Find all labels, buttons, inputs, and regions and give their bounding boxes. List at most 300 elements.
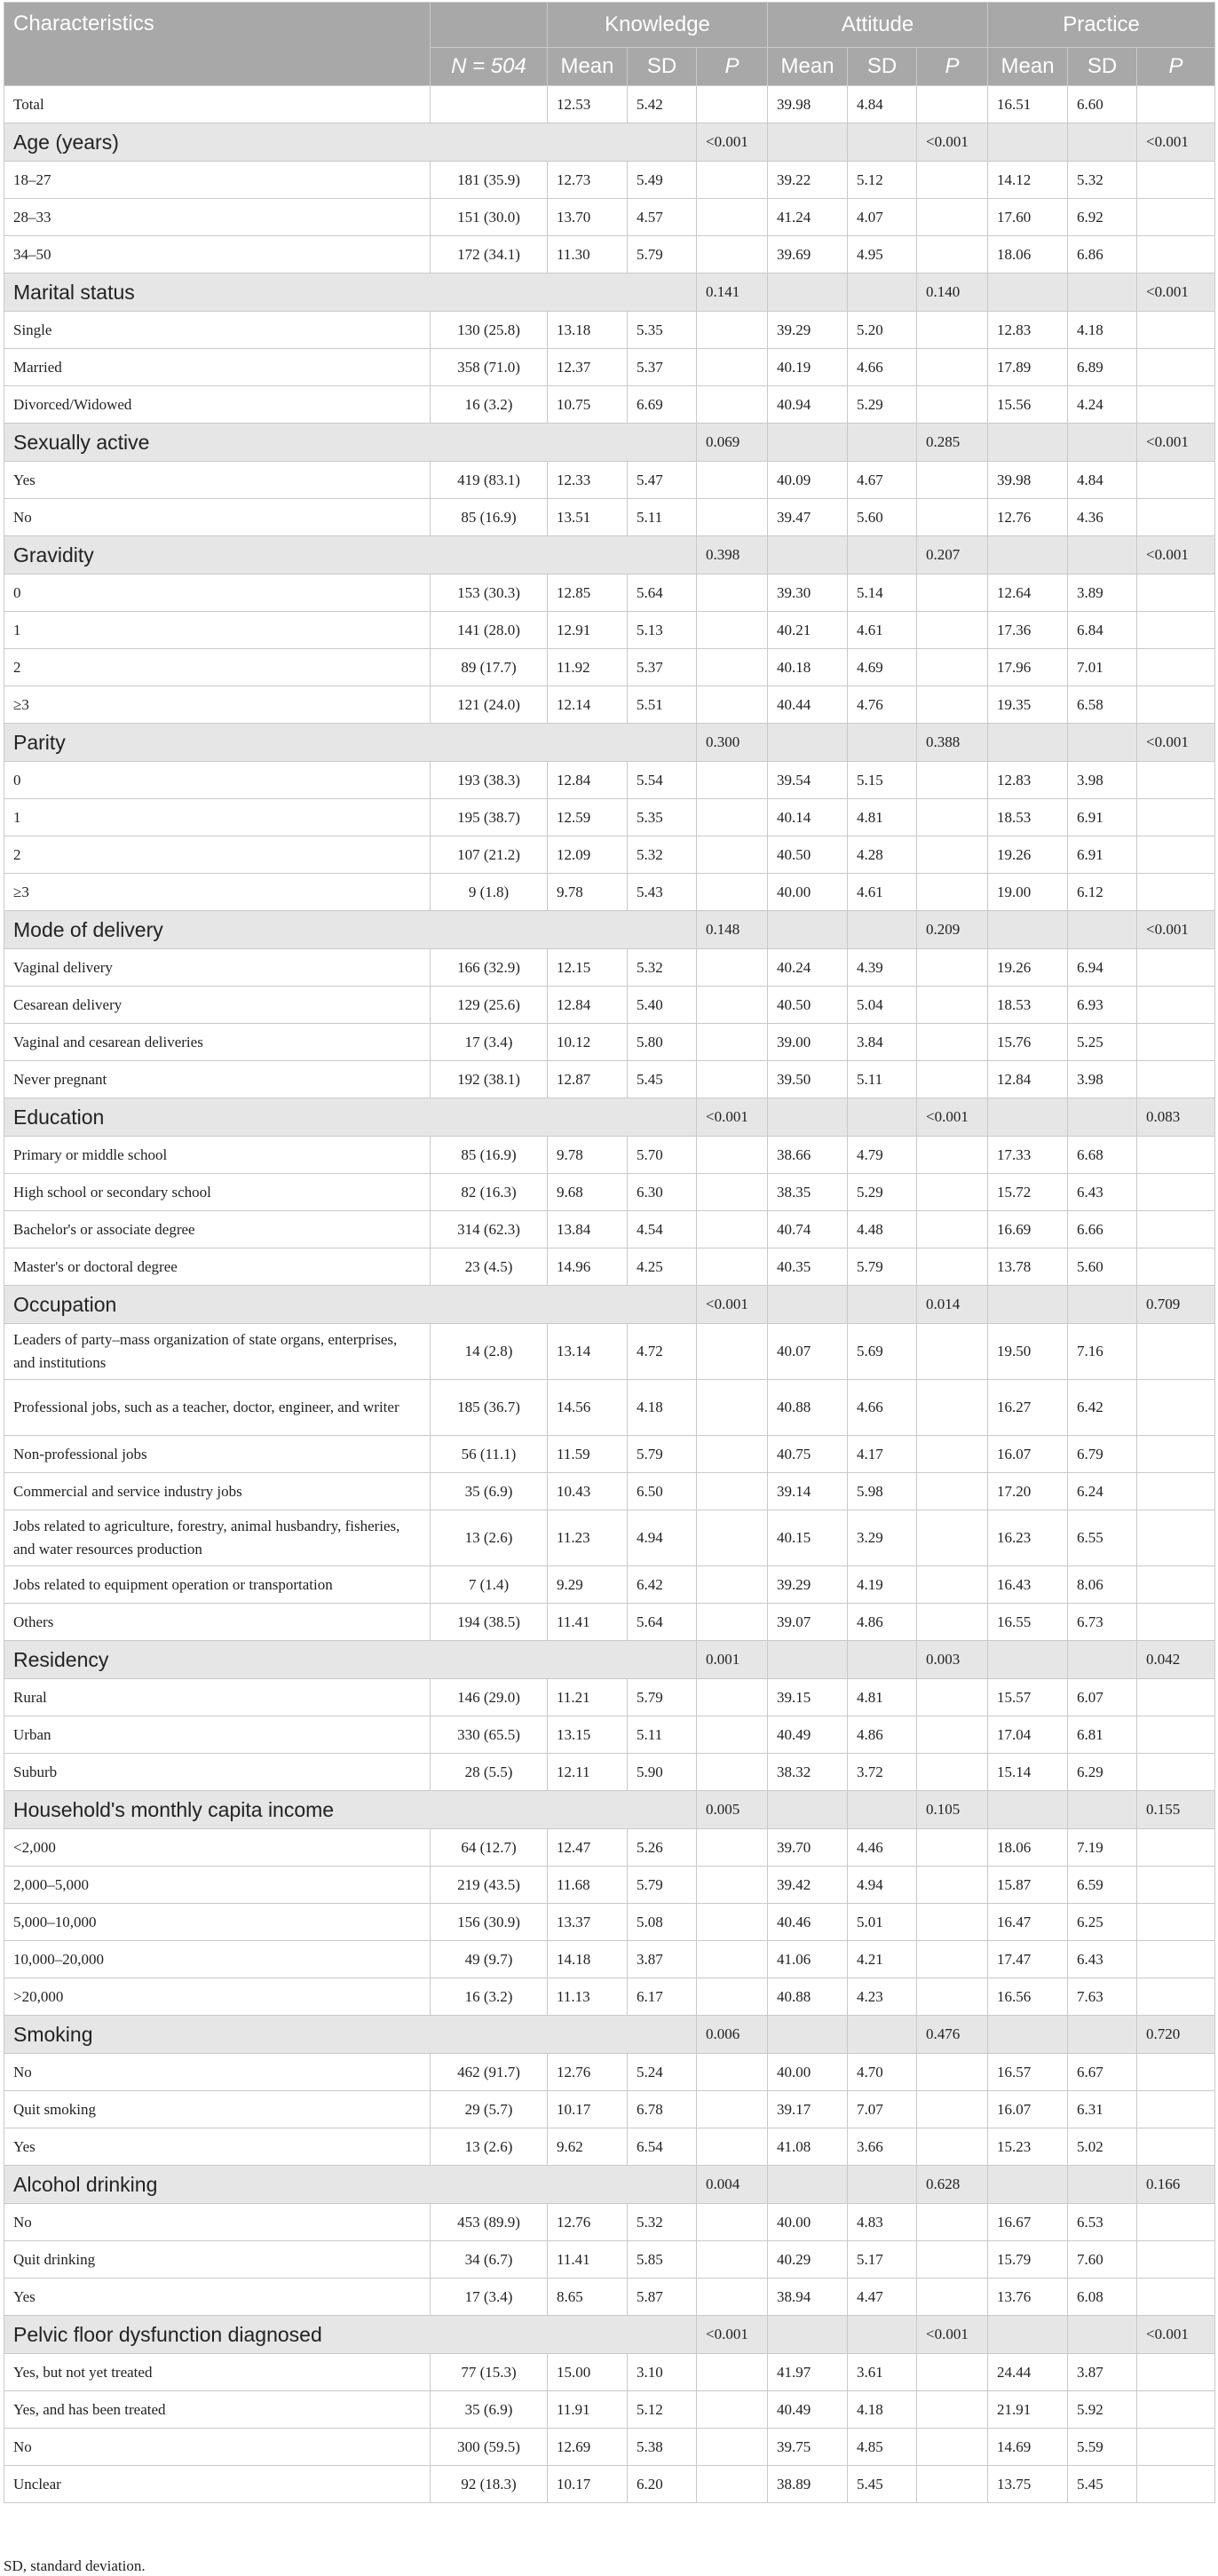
- cell-n: 92 (18.3): [431, 2466, 548, 2503]
- cell-attitude-p: [917, 987, 988, 1024]
- cell-knowledge-sd: 4.72: [628, 1324, 697, 1380]
- section-attitude-p: 0.014: [917, 1286, 988, 1324]
- cell-attitude-mean: 40.24: [768, 949, 848, 987]
- cell-knowledge-p: [697, 2354, 768, 2391]
- row-label: Vaginal and cesarean deliveries: [4, 1024, 431, 1061]
- cell-attitude-sd: 5.29: [848, 386, 917, 424]
- section-label: Smoking: [4, 2016, 697, 2054]
- cell-knowledge-p: [697, 1510, 768, 1566]
- cell-n: 107 (21.2): [431, 836, 548, 874]
- cell-knowledge-mean: 14.96: [548, 1248, 628, 1286]
- section-practice-p: 0.709: [1137, 1286, 1215, 1324]
- section-label: Pelvic floor dysfunction diagnosed: [4, 2316, 697, 2354]
- cell-practice-mean: 12.83: [988, 312, 1068, 349]
- header-practice-sd: SD: [1068, 48, 1137, 86]
- cell-practice-p: [1137, 836, 1215, 874]
- row-label: Professional jobs, such as a teacher, doctor, engineer, and writer: [4, 1380, 431, 1436]
- header-attitude-mean: Mean: [768, 48, 848, 86]
- cell-knowledge-sd: 5.37: [628, 349, 697, 386]
- cell-attitude-p: [917, 462, 988, 499]
- row-label: >20,000: [4, 1978, 431, 2016]
- table-row: [4, 2354, 1215, 2391]
- cell-n: 49 (9.7): [431, 1941, 548, 1978]
- cell-attitude-p: [917, 1510, 988, 1566]
- table-row: [4, 649, 1215, 686]
- section-empty-cell: [988, 1098, 1068, 1137]
- section-practice-p: 0.720: [1137, 2016, 1215, 2054]
- cell-knowledge-p: [697, 2391, 768, 2429]
- cell-knowledge-sd: 3.87: [628, 1941, 697, 1978]
- cell-attitude-p: [917, 1061, 988, 1098]
- section-attitude-p: 0.209: [917, 911, 988, 949]
- table-row: [4, 2429, 1215, 2466]
- cell-practice-mean: 19.26: [988, 836, 1068, 874]
- table-row: [4, 2128, 1215, 2166]
- section-label: Household's monthly capita income: [4, 1791, 697, 1829]
- section-attitude-p: 0.105: [917, 1791, 988, 1829]
- cell-practice-mean: 16.07: [988, 2091, 1068, 2128]
- cell-knowledge-sd: 5.37: [628, 649, 697, 686]
- cell-attitude-sd: 4.95: [848, 236, 917, 273]
- cell-attitude-p: [917, 799, 988, 836]
- section-row: [4, 536, 1215, 575]
- cell-knowledge-p: [697, 1324, 768, 1380]
- section-empty-cell: [768, 424, 848, 462]
- cell-attitude-mean: 40.00: [768, 874, 848, 911]
- table-row: [4, 2054, 1215, 2091]
- table-row: [4, 1867, 1215, 1904]
- cell-practice-sd: 6.93: [1068, 987, 1137, 1024]
- cell-n: 172 (34.1): [431, 236, 548, 273]
- cell-practice-mean: 16.51: [988, 86, 1068, 123]
- cell-knowledge-p: [697, 1061, 768, 1098]
- row-label: Primary or middle school: [4, 1137, 431, 1174]
- cell-attitude-p: [917, 575, 988, 612]
- cell-attitude-sd: 5.15: [848, 762, 917, 799]
- cell-practice-sd: 6.29: [1068, 1754, 1137, 1791]
- section-attitude-p: 0.285: [917, 424, 988, 462]
- cell-practice-p: [1137, 1211, 1215, 1248]
- cell-practice-p: [1137, 349, 1215, 386]
- cell-attitude-p: [917, 612, 988, 649]
- cell-attitude-p: [917, 1566, 988, 1604]
- cell-attitude-mean: 38.32: [768, 1754, 848, 1791]
- cell-attitude-p: [917, 1978, 988, 2016]
- section-empty-cell: [1068, 1098, 1137, 1137]
- cell-practice-p: [1137, 575, 1215, 612]
- cell-knowledge-sd: 6.50: [628, 1473, 697, 1510]
- section-empty-cell: [1068, 911, 1137, 949]
- cell-knowledge-p: [697, 1716, 768, 1754]
- section-empty-cell: [988, 1286, 1068, 1324]
- section-knowledge-p: 0.300: [697, 724, 768, 762]
- header-n: N = 504: [431, 48, 548, 86]
- cell-knowledge-mean: 12.59: [548, 799, 628, 836]
- table-row: [4, 949, 1215, 987]
- cell-knowledge-p: [697, 386, 768, 424]
- cell-practice-mean: 16.27: [988, 1380, 1068, 1436]
- cell-knowledge-sd: 5.87: [628, 2279, 697, 2316]
- row-label: 18–27: [4, 162, 431, 199]
- cell-knowledge-sd: 6.42: [628, 1566, 697, 1604]
- cell-practice-sd: 6.43: [1068, 1174, 1137, 1211]
- section-knowledge-p: 0.069: [697, 424, 768, 462]
- cell-practice-p: [1137, 2204, 1215, 2241]
- cell-knowledge-mean: 9.29: [548, 1566, 628, 1604]
- cell-practice-p: [1137, 2391, 1215, 2429]
- section-knowledge-p: 0.148: [697, 911, 768, 949]
- cell-practice-mean: 16.23: [988, 1510, 1068, 1566]
- cell-knowledge-mean: 15.00: [548, 2354, 628, 2391]
- cell-practice-sd: 6.67: [1068, 2054, 1137, 2091]
- section-label: Parity: [4, 724, 697, 762]
- table-row: [4, 1754, 1215, 1791]
- cell-practice-p: [1137, 1248, 1215, 1286]
- row-label: Married: [4, 349, 431, 386]
- row-label: Others: [4, 1604, 431, 1641]
- cell-practice-sd: 8.06: [1068, 1566, 1137, 1604]
- cell-practice-sd: 6.94: [1068, 949, 1137, 987]
- cell-n: 153 (30.3): [431, 575, 548, 612]
- cell-n: 146 (29.0): [431, 1679, 548, 1716]
- cell-knowledge-mean: 8.65: [548, 2279, 628, 2316]
- cell-attitude-mean: 39.98: [768, 86, 848, 123]
- cell-attitude-mean: 39.00: [768, 1024, 848, 1061]
- row-label: 1: [4, 612, 431, 649]
- cell-knowledge-sd: 6.30: [628, 1174, 697, 1211]
- cell-practice-sd: 6.66: [1068, 1211, 1137, 1248]
- cell-practice-sd: 3.98: [1068, 762, 1137, 799]
- cell-knowledge-sd: 5.64: [628, 575, 697, 612]
- cell-attitude-p: [917, 2091, 988, 2128]
- cell-practice-p: [1137, 1941, 1215, 1978]
- table-row: [4, 86, 1215, 123]
- cell-attitude-sd: 4.70: [848, 2054, 917, 2091]
- cell-attitude-mean: 41.08: [768, 2128, 848, 2166]
- cell-knowledge-p: [697, 2429, 768, 2466]
- section-empty-cell: [768, 536, 848, 575]
- section-practice-p: 0.042: [1137, 1641, 1215, 1679]
- row-label: 2: [4, 836, 431, 874]
- table-row: [4, 836, 1215, 874]
- cell-knowledge-mean: 12.76: [548, 2204, 628, 2241]
- cell-knowledge-sd: 5.51: [628, 686, 697, 724]
- cell-practice-sd: 6.60: [1068, 86, 1137, 123]
- cell-knowledge-p: [697, 312, 768, 349]
- cell-knowledge-sd: 4.18: [628, 1380, 697, 1436]
- cell-knowledge-mean: 10.17: [548, 2466, 628, 2503]
- section-empty-cell: [768, 724, 848, 762]
- cell-attitude-mean: 39.30: [768, 575, 848, 612]
- cell-attitude-sd: 4.94: [848, 1867, 917, 1904]
- cell-knowledge-mean: 11.91: [548, 2391, 628, 2429]
- cell-practice-p: [1137, 236, 1215, 273]
- row-label: Commercial and service industry jobs: [4, 1473, 431, 1510]
- cell-practice-mean: 15.23: [988, 2128, 1068, 2166]
- cell-attitude-p: [917, 2466, 988, 2503]
- cell-attitude-sd: 4.67: [848, 462, 917, 499]
- cell-practice-mean: 15.79: [988, 2241, 1068, 2279]
- section-empty-cell: [988, 2166, 1068, 2204]
- cell-attitude-sd: 5.29: [848, 1174, 917, 1211]
- cell-knowledge-p: [697, 86, 768, 123]
- cell-n: 314 (62.3): [431, 1211, 548, 1248]
- section-label: Alcohol drinking: [4, 2166, 697, 2204]
- cell-practice-p: [1137, 312, 1215, 349]
- cell-attitude-sd: 5.20: [848, 312, 917, 349]
- cell-practice-mean: 14.12: [988, 162, 1068, 199]
- section-empty-cell: [988, 1641, 1068, 1679]
- section-knowledge-p: <0.001: [697, 1286, 768, 1324]
- cell-attitude-mean: 40.09: [768, 462, 848, 499]
- cell-attitude-mean: 41.24: [768, 199, 848, 236]
- cell-n: 77 (15.3): [431, 2354, 548, 2391]
- cell-practice-p: [1137, 987, 1215, 1024]
- header-attitude: Attitude: [768, 3, 988, 48]
- section-row: [4, 273, 1215, 312]
- cell-knowledge-p: [697, 2054, 768, 2091]
- section-empty-cell: [1068, 273, 1137, 312]
- cell-practice-p: [1137, 1174, 1215, 1211]
- row-label: Yes, and has been treated: [4, 2391, 431, 2429]
- cell-attitude-mean: 40.49: [768, 1716, 848, 1754]
- cell-knowledge-sd: 5.47: [628, 462, 697, 499]
- cell-practice-p: [1137, 86, 1215, 123]
- section-practice-p: <0.001: [1137, 724, 1215, 762]
- cell-n: 9 (1.8): [431, 874, 548, 911]
- cell-practice-mean: 18.53: [988, 987, 1068, 1024]
- cell-knowledge-mean: 9.62: [548, 2128, 628, 2166]
- cell-n: 194 (38.5): [431, 1604, 548, 1641]
- table-row: [4, 987, 1215, 1024]
- cell-knowledge-mean: 12.11: [548, 1754, 628, 1791]
- row-label: Cesarean delivery: [4, 987, 431, 1024]
- cell-attitude-sd: 4.86: [848, 1604, 917, 1641]
- section-empty-cell: [1068, 1286, 1137, 1324]
- cell-practice-p: [1137, 1754, 1215, 1791]
- cell-practice-mean: 16.69: [988, 1211, 1068, 1248]
- cell-practice-p: [1137, 949, 1215, 987]
- cell-attitude-p: [917, 86, 988, 123]
- cell-n: 121 (24.0): [431, 686, 548, 724]
- section-row: [4, 424, 1215, 462]
- cell-attitude-mean: 39.75: [768, 2429, 848, 2466]
- cell-attitude-mean: 40.21: [768, 612, 848, 649]
- row-label: Never pregnant: [4, 1061, 431, 1098]
- cell-practice-p: [1137, 649, 1215, 686]
- cell-practice-p: [1137, 799, 1215, 836]
- table-row: [4, 312, 1215, 349]
- cell-knowledge-sd: 5.32: [628, 2204, 697, 2241]
- cell-knowledge-mean: 12.73: [548, 162, 628, 199]
- cell-practice-mean: 17.33: [988, 1137, 1068, 1174]
- cell-attitude-p: [917, 1867, 988, 1904]
- cell-practice-sd: 6.53: [1068, 2204, 1137, 2241]
- cell-practice-sd: 3.89: [1068, 575, 1137, 612]
- cell-knowledge-p: [697, 649, 768, 686]
- row-label: 5,000–10,000: [4, 1904, 431, 1941]
- cell-knowledge-sd: 5.26: [628, 1829, 697, 1867]
- section-row: [4, 2166, 1215, 2204]
- cell-practice-mean: 19.50: [988, 1324, 1068, 1380]
- section-empty-cell: [988, 273, 1068, 312]
- cell-attitude-p: [917, 1024, 988, 1061]
- row-label: Master's or doctoral degree: [4, 1248, 431, 1286]
- table-row: [4, 1248, 1215, 1286]
- section-empty-cell: [768, 2316, 848, 2354]
- row-label: Suburb: [4, 1754, 431, 1791]
- section-attitude-p: <0.001: [917, 2316, 988, 2354]
- cell-practice-p: [1137, 1473, 1215, 1510]
- table-row: [4, 199, 1215, 236]
- cell-attitude-mean: 40.35: [768, 1248, 848, 1286]
- table-row: [4, 162, 1215, 199]
- section-knowledge-p: 0.006: [697, 2016, 768, 2054]
- cell-knowledge-mean: 11.13: [548, 1978, 628, 2016]
- section-empty-cell: [1068, 2016, 1137, 2054]
- row-label: No: [4, 2054, 431, 2091]
- section-label: Gravidity: [4, 536, 697, 575]
- cell-practice-p: [1137, 1604, 1215, 1641]
- section-empty-cell: [768, 1098, 848, 1137]
- cell-attitude-sd: 5.12: [848, 162, 917, 199]
- table-row: [4, 2204, 1215, 2241]
- cell-knowledge-mean: 13.14: [548, 1324, 628, 1380]
- table-row: [4, 1324, 1215, 1380]
- cell-knowledge-p: [697, 762, 768, 799]
- cell-attitude-mean: 39.17: [768, 2091, 848, 2128]
- section-empty-cell: [848, 123, 917, 162]
- cell-attitude-sd: 4.61: [848, 874, 917, 911]
- cell-practice-mean: 13.78: [988, 1248, 1068, 1286]
- cell-practice-sd: 7.19: [1068, 1829, 1137, 1867]
- cell-knowledge-mean: 12.14: [548, 686, 628, 724]
- section-row: [4, 911, 1215, 949]
- section-practice-p: <0.001: [1137, 123, 1215, 162]
- section-empty-cell: [848, 424, 917, 462]
- cell-practice-mean: 17.04: [988, 1716, 1068, 1754]
- cell-knowledge-sd: 5.49: [628, 162, 697, 199]
- table-row: [4, 236, 1215, 273]
- cell-knowledge-mean: 14.56: [548, 1380, 628, 1436]
- cell-n: 85 (16.9): [431, 1137, 548, 1174]
- cell-practice-p: [1137, 1904, 1215, 1941]
- cell-practice-p: [1137, 1716, 1215, 1754]
- cell-knowledge-p: [697, 1604, 768, 1641]
- cell-knowledge-mean: 12.76: [548, 2054, 628, 2091]
- table-row: [4, 1566, 1215, 1604]
- cell-knowledge-sd: 5.43: [628, 874, 697, 911]
- section-practice-p: <0.001: [1137, 273, 1215, 312]
- cell-knowledge-sd: 5.35: [628, 312, 697, 349]
- section-empty-cell: [848, 2016, 917, 2054]
- cell-knowledge-p: [697, 575, 768, 612]
- cell-knowledge-sd: 6.54: [628, 2128, 697, 2166]
- table-row: [4, 686, 1215, 724]
- section-empty-cell: [988, 2316, 1068, 2354]
- cell-n: 35 (6.9): [431, 1473, 548, 1510]
- cell-practice-p: [1137, 1867, 1215, 1904]
- section-empty-cell: [848, 724, 917, 762]
- section-label: Sexually active: [4, 424, 697, 462]
- cell-practice-mean: 21.91: [988, 2391, 1068, 2429]
- table-row: [4, 499, 1215, 536]
- table-footnote: SD, standard deviation.: [4, 2557, 146, 2574]
- table-row: [4, 1716, 1215, 1754]
- cell-knowledge-p: [697, 2091, 768, 2128]
- cell-n: 16 (3.2): [431, 1978, 548, 2016]
- cell-attitude-sd: 4.23: [848, 1978, 917, 2016]
- cell-practice-p: [1137, 499, 1215, 536]
- cell-practice-p: [1137, 2241, 1215, 2279]
- cell-practice-mean: 12.84: [988, 1061, 1068, 1098]
- cell-knowledge-p: [697, 2241, 768, 2279]
- row-label: 2: [4, 649, 431, 686]
- cell-attitude-p: [917, 2241, 988, 2279]
- cell-n: 166 (32.9): [431, 949, 548, 987]
- cell-practice-mean: 15.87: [988, 1867, 1068, 1904]
- section-empty-cell: [1068, 2316, 1137, 2354]
- table-row: [4, 1174, 1215, 1211]
- section-practice-p: <0.001: [1137, 2316, 1215, 2354]
- cell-attitude-sd: 5.60: [848, 499, 917, 536]
- cell-practice-sd: 6.84: [1068, 612, 1137, 649]
- cell-n: 34 (6.7): [431, 2241, 548, 2279]
- table-row: [4, 1380, 1215, 1436]
- cell-practice-p: [1137, 2091, 1215, 2128]
- cell-practice-p: [1137, 2354, 1215, 2391]
- cell-attitude-sd: 4.39: [848, 949, 917, 987]
- section-label: Marital status: [4, 273, 697, 312]
- cell-knowledge-sd: 5.12: [628, 2391, 697, 2429]
- cell-attitude-sd: 4.47: [848, 2279, 917, 2316]
- row-label: Yes: [4, 2279, 431, 2316]
- cell-practice-sd: 5.32: [1068, 162, 1137, 199]
- cell-knowledge-p: [697, 686, 768, 724]
- cell-attitude-sd: 4.69: [848, 649, 917, 686]
- cell-attitude-sd: 3.66: [848, 2128, 917, 2166]
- section-practice-p: 0.083: [1137, 1098, 1215, 1137]
- section-attitude-p: 0.628: [917, 2166, 988, 2204]
- cell-practice-sd: 6.59: [1068, 1867, 1137, 1904]
- row-label: 0: [4, 762, 431, 799]
- cell-attitude-p: [917, 1380, 988, 1436]
- cell-attitude-p: [917, 2429, 988, 2466]
- cell-knowledge-sd: 5.79: [628, 236, 697, 273]
- cell-attitude-p: [917, 1904, 988, 1941]
- section-empty-cell: [768, 1641, 848, 1679]
- cell-knowledge-mean: 12.84: [548, 987, 628, 1024]
- cell-practice-p: [1137, 1978, 1215, 2016]
- header-knowledge: Knowledge: [548, 3, 768, 48]
- cell-practice-mean: 17.96: [988, 649, 1068, 686]
- table-row: [4, 1604, 1215, 1641]
- cell-practice-mean: 16.43: [988, 1566, 1068, 1604]
- section-row: [4, 1641, 1215, 1679]
- section-label: Occupation: [4, 1286, 697, 1324]
- cell-knowledge-mean: 12.37: [548, 349, 628, 386]
- cell-attitude-p: [917, 1248, 988, 1286]
- cell-attitude-mean: 40.44: [768, 686, 848, 724]
- cell-knowledge-p: [697, 1978, 768, 2016]
- cell-attitude-sd: 4.46: [848, 1829, 917, 1867]
- cell-attitude-p: [917, 1604, 988, 1641]
- cell-practice-mean: 19.35: [988, 686, 1068, 724]
- cell-knowledge-sd: 5.79: [628, 1679, 697, 1716]
- cell-attitude-sd: 5.01: [848, 1904, 917, 1941]
- table-row: [4, 575, 1215, 612]
- section-attitude-p: 0.140: [917, 273, 988, 312]
